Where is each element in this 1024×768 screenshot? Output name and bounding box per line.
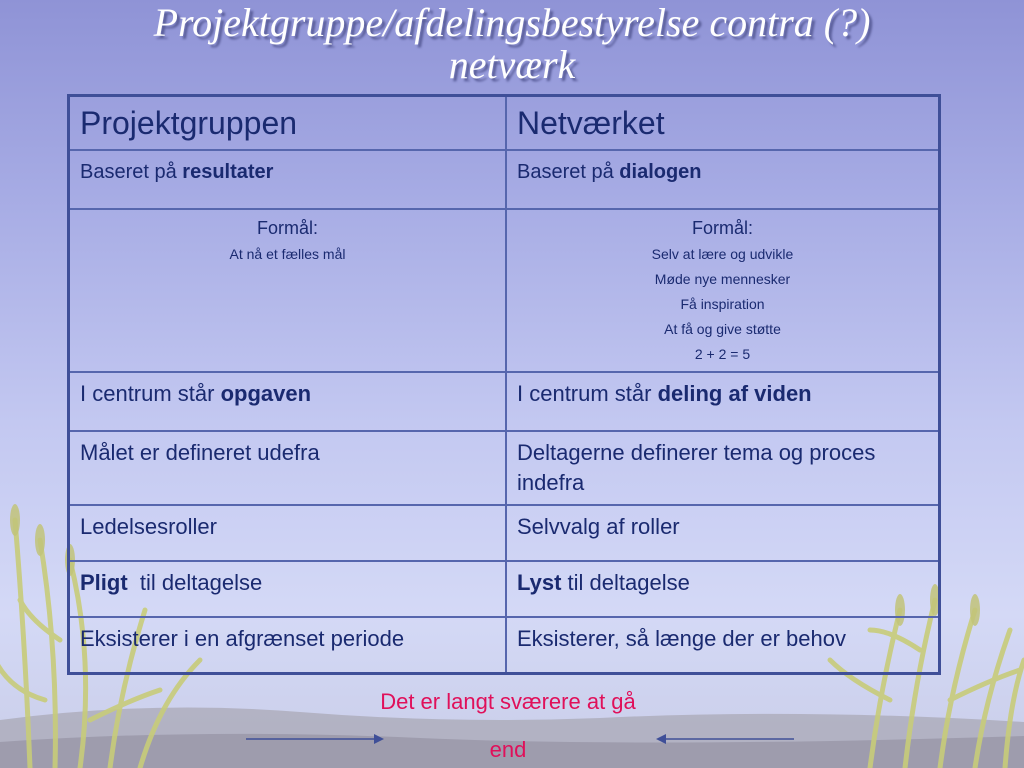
purpose-left-title: Formål: <box>256 218 318 238</box>
center-left-cell <box>69 372 507 431</box>
purpose-right-line: At få og give støtte <box>664 321 781 337</box>
header-netvaerket: Netværket <box>506 96 940 151</box>
participation-left-cell <box>69 561 507 617</box>
participation-left-bold: Pligt <box>80 570 128 595</box>
arrow-left-icon <box>654 732 796 746</box>
basis-right-bold: dialogen <box>619 161 702 183</box>
duration-left-cell: Eksisterer i en afgrænset periode <box>69 617 507 674</box>
purpose-right-line: Selv at lære og udvikle <box>651 246 794 262</box>
roles-left-cell: Ledelsesroller <box>69 505 507 561</box>
purpose-right-line: 2 + 2 = 5 <box>694 346 751 362</box>
table-row <box>69 372 940 431</box>
basis-left-cell <box>69 150 507 209</box>
duration-right-cell: Eksisterer, så længe der er behov <box>506 617 940 674</box>
title-line-2: netværk <box>448 42 576 87</box>
purpose-right-title: Formål: <box>691 218 753 238</box>
goal-left-cell: Målet er defineret udefra <box>69 431 507 505</box>
table-row <box>69 561 940 617</box>
table-row <box>69 431 940 505</box>
note-end-text: end <box>489 737 527 762</box>
arrow-right-icon <box>244 732 386 746</box>
table-row <box>69 209 940 372</box>
slide-title <box>40 2 984 86</box>
basis-left-text: Baseret på <box>80 161 183 183</box>
purpose-left-line: At nå et fælles mål <box>229 246 346 262</box>
table-row <box>69 505 940 561</box>
purpose-right-line: Møde nye mennesker <box>654 271 791 287</box>
participation-right-text: til deltagelse <box>561 570 690 595</box>
table-row <box>69 150 940 209</box>
goal-right-cell: Deltagerne definerer tema og proces indefra <box>506 431 940 505</box>
basis-left-bold: resultater <box>182 161 274 183</box>
participation-left-text: til deltagelse <box>127 570 263 595</box>
roles-right-cell: Selvvalg af roller <box>506 505 940 561</box>
basis-right-text: Baseret på <box>517 161 620 183</box>
participation-right-bold: Lyst <box>517 570 562 595</box>
center-right-cell <box>506 372 940 431</box>
header-projektgruppen: Projektgruppen <box>69 96 507 151</box>
purpose-left-cell <box>69 209 507 372</box>
purpose-right-cell <box>506 209 940 372</box>
participation-right-cell <box>506 561 940 617</box>
center-left-bold: opgaven <box>220 381 312 406</box>
center-right-bold: deling af viden <box>657 381 812 406</box>
title-line-1: Projektgruppe/afdelingsbestyrelse contra (?) <box>153 0 871 45</box>
note-text: Det er langt sværere at gå <box>380 689 636 714</box>
table-header-row <box>69 96 940 151</box>
basis-right-cell <box>506 150 940 209</box>
table-row <box>69 617 940 674</box>
comparison-table <box>67 94 941 675</box>
center-right-text: I centrum står <box>517 381 658 406</box>
center-left-text: I centrum står <box>80 381 221 406</box>
purpose-right-line: Få inspiration <box>680 296 765 312</box>
